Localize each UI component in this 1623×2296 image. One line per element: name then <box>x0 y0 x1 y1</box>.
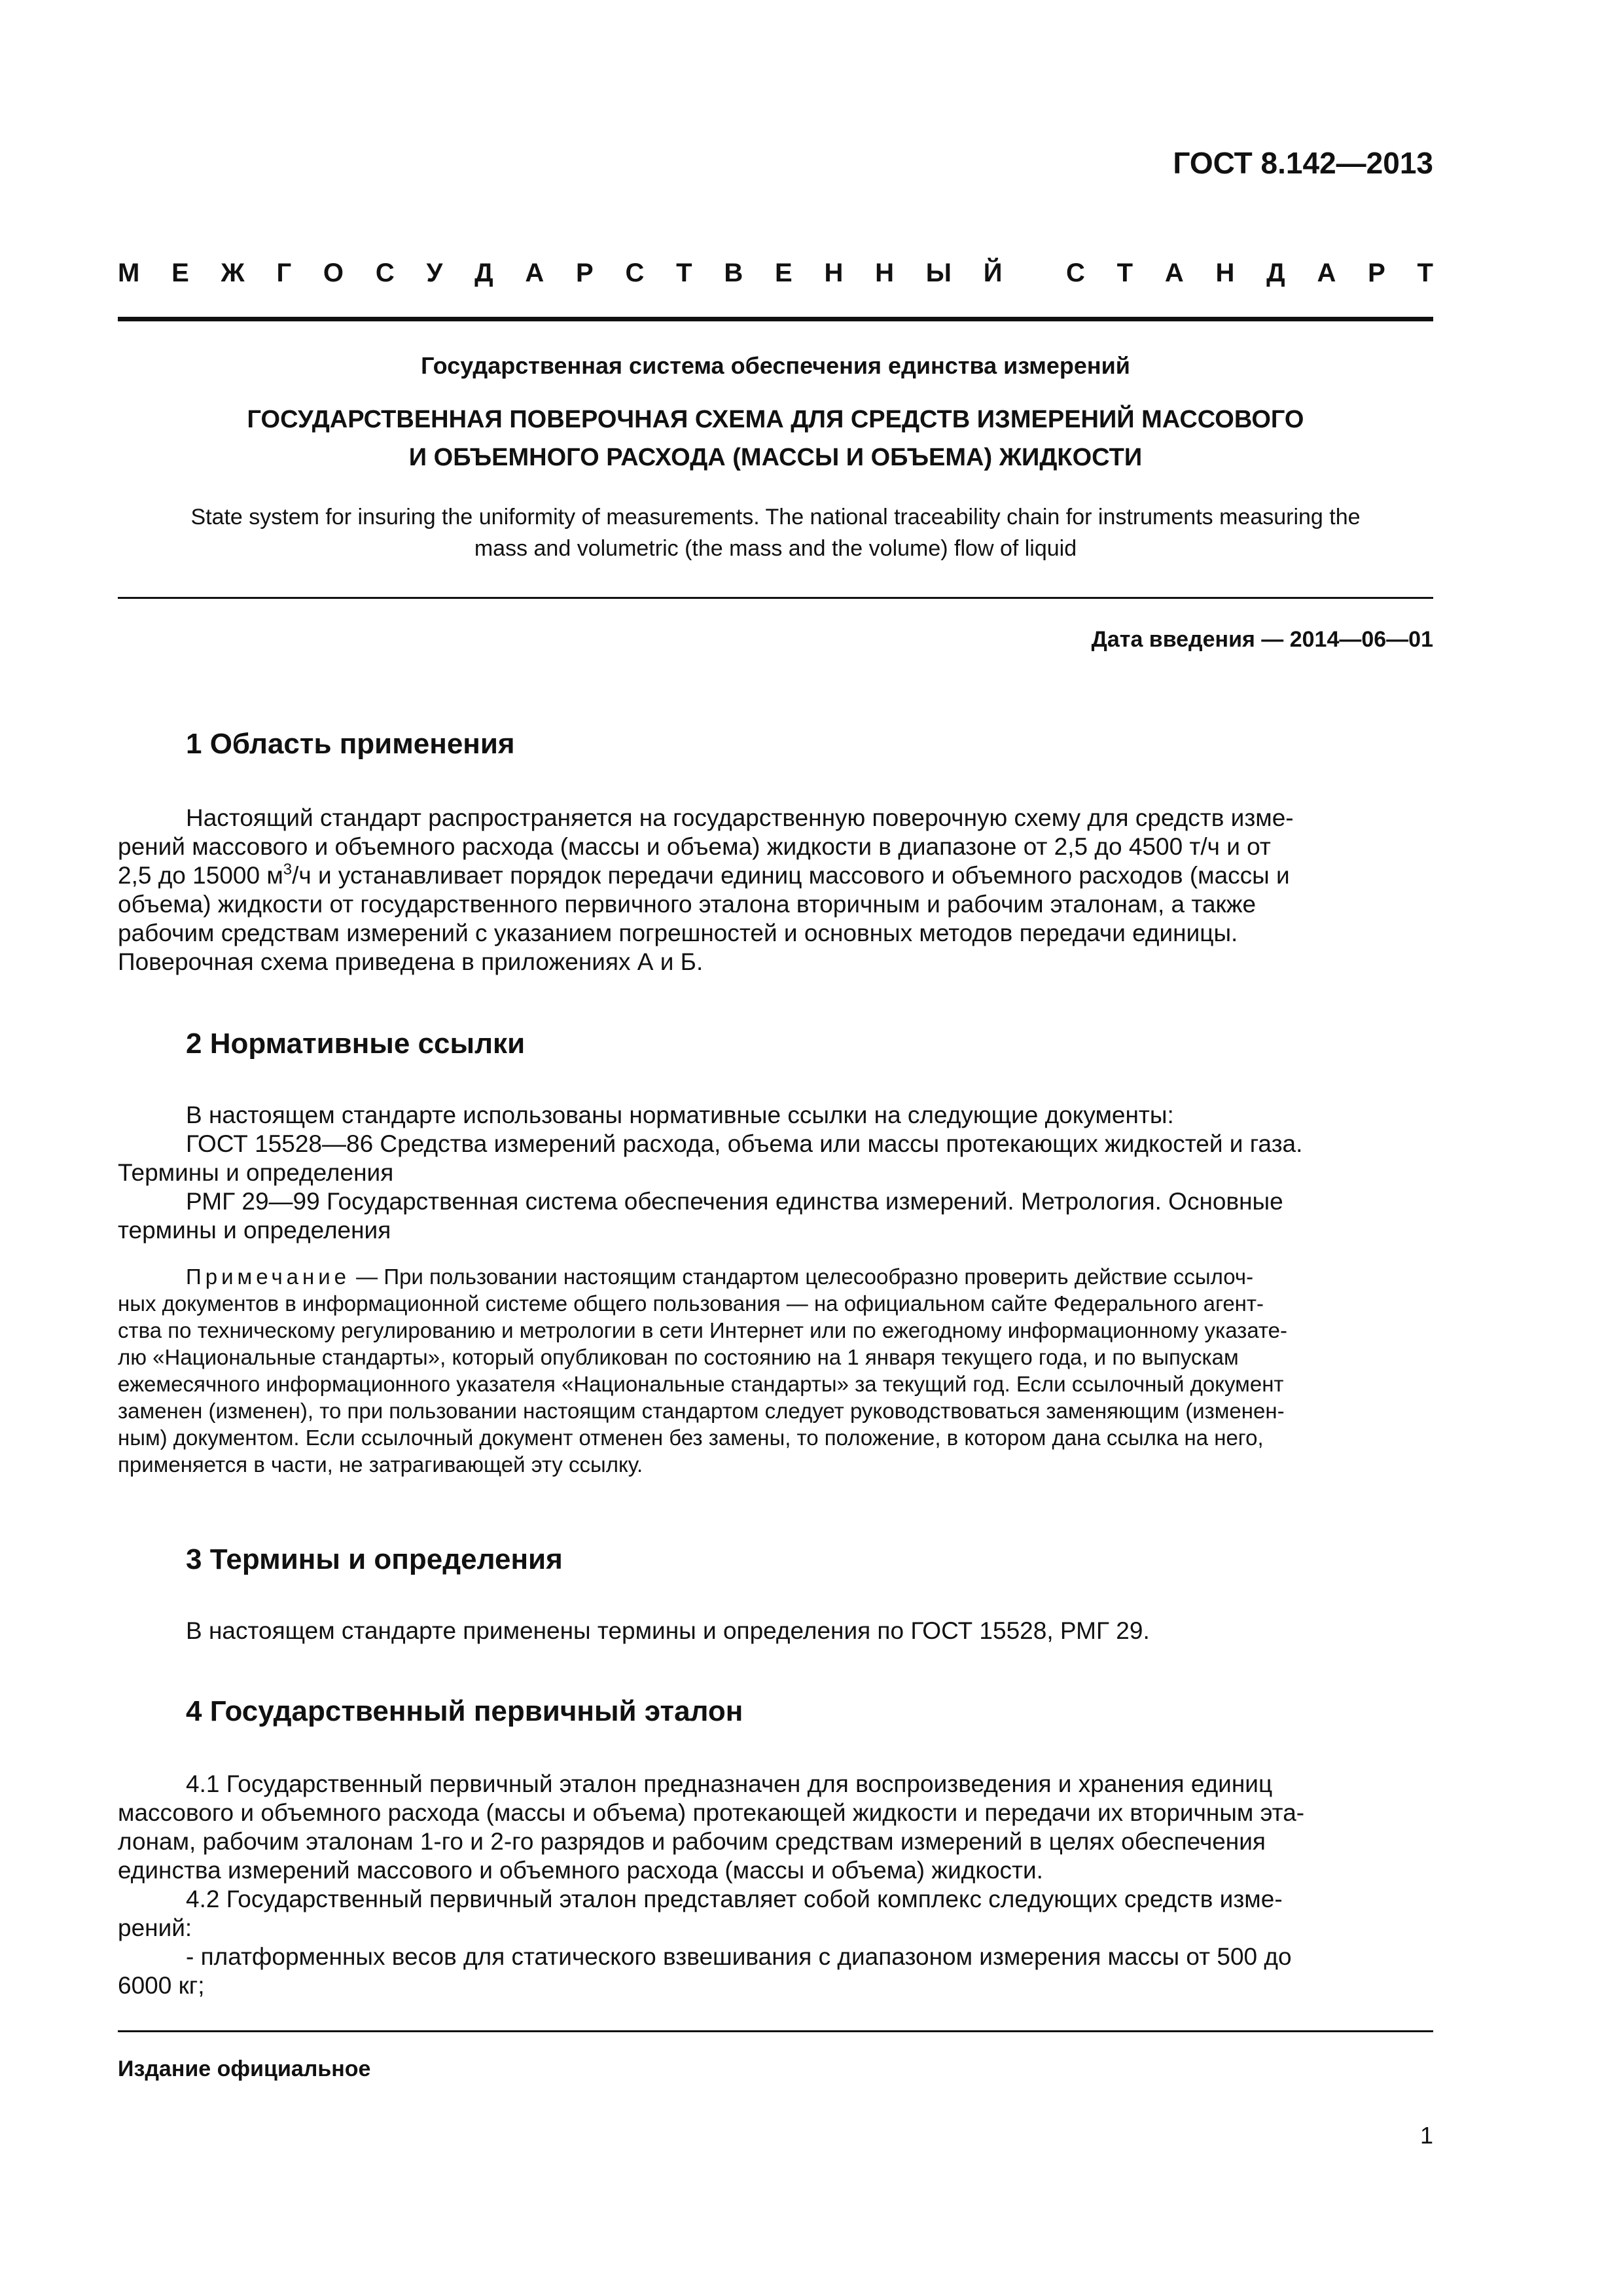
section-2-note: Примечание — При пользовании настоящим стандартом целесообразно проверить действие ссылоч- ных документов в информационной системе общего пользования — на официальном сайте Федерального агент- ства по техническому регулированию и метрологии в сети Интернет или по ежегодному информационному указате- лю «Национальные стандарты», который опубликован по состоянию на 1 января текущего года, и по выпускам ежемесячного информационного указателя «Национальные стандарты» за текущий год. Если ссылочный документ заменен (изменен), то при пользовании настоящим стандартом следует руководствоваться заменяющим (изменен- ным) документом. Если ссылочный документ отменен без замены, то положение, в котором дана ссылка на него, применяется в части, не затрагивающей эту ссылку. <box>118 1265 1288 1477</box>
section-1-text: Настоящий стандарт распространяется на государственную поверочную схему для средств изме- рений массового и объемного расхода (массы и объема) жидкости в диапазоне от 2,5 до 4500 т/ч и от 2,5 до 15000 $м^3/ч$ и устанавливает порядок передачи единиц массового и объемного расходов (массы и объема) жидкости от государственного первичного эталона вторичным и рабочим эталонам, а также рабочим средствам измерений с указанием погрешностей и основных методов передачи единицы. Поверочная схема приведена в приложениях А и Б. <box>118 804 1294 975</box>
series-title: Государственная система обеспечения единства измерений <box>421 352 1130 379</box>
page-number: 1 <box>1419 2122 1433 2149</box>
footer-divider <box>118 2030 1433 2032</box>
document-number: ГОСТ 8.142—2013 <box>1173 146 1433 180</box>
section-3-text: В настоящем стандарте применены термины и определения по ГОСТ 15528, РМГ 29. <box>186 1617 1150 1644</box>
section-1-heading: 1 Область применения <box>186 728 515 760</box>
standard-type-heading: М Е Ж Г О С У Д А Р С Т В Е Н Н Ы Й С Т А Н Д А Р Т <box>118 259 1433 287</box>
header-divider <box>118 317 1433 321</box>
section-3-heading: 3 Термины и определения <box>186 1543 563 1575</box>
section-2-heading: 2 Нормативные ссылки <box>186 1028 526 1060</box>
document-title: ГОСУДАРСТВЕННАЯ ПОВЕРОЧНАЯ СХЕМА ДЛЯ СРЕДСТВ ИЗМЕРЕНИЙ МАССОВОГО И ОБЪЕМНОГО РАСХОДА (МАССЫ И ОБЪЕМА) ЖИДКОСТИ <box>247 406 1304 471</box>
official-edition-label: Издание официальное <box>118 2056 371 2081</box>
title-divider <box>118 597 1433 599</box>
section-2-text: В настоящем стандарте использованы нормативные ссылки на следующие документы: ГОСТ 15528—86 Средства измерений расхода, объема или массы протекающих жидкостей и газа. Термины и определения РМГ 29—99 Государственная система обеспечения единства измерений. Метрология. Основные термины и определения <box>118 1102 1303 1244</box>
section-4-text: 4.1 Государственный первичный эталон предназначен для воспроизведения и хранения единиц массового и объемного расхода (массы и объема) протекающей жидкости и передачи их вторичным эта- лонам, рабочим эталонам 1-го и 2-го разрядов и рабочим средствам измерений в целях обеспечения единства измерений массового и объемного расхода (массы и объема) жидкости. 4.2 Государственный первичный эталон представляет собой комплекс следующих средств изме- рений: - платформенных весов для статического взвешивания с диапазоном измерения массы от 500 до 6000 кг; <box>118 1770 1305 1999</box>
introduction-date: Дата введения — 2014—06—01 <box>1091 627 1433 652</box>
english-title: State system for insuring the uniformity of measurements. The national traceability chain for instruments measuring the mass and volumetric (the mass and the volume) flow of liquid <box>190 505 1361 561</box>
section-4-heading: 4 Государственный первичный эталон <box>186 1695 743 1727</box>
note-label: Примечание <box>186 1265 351 1289</box>
